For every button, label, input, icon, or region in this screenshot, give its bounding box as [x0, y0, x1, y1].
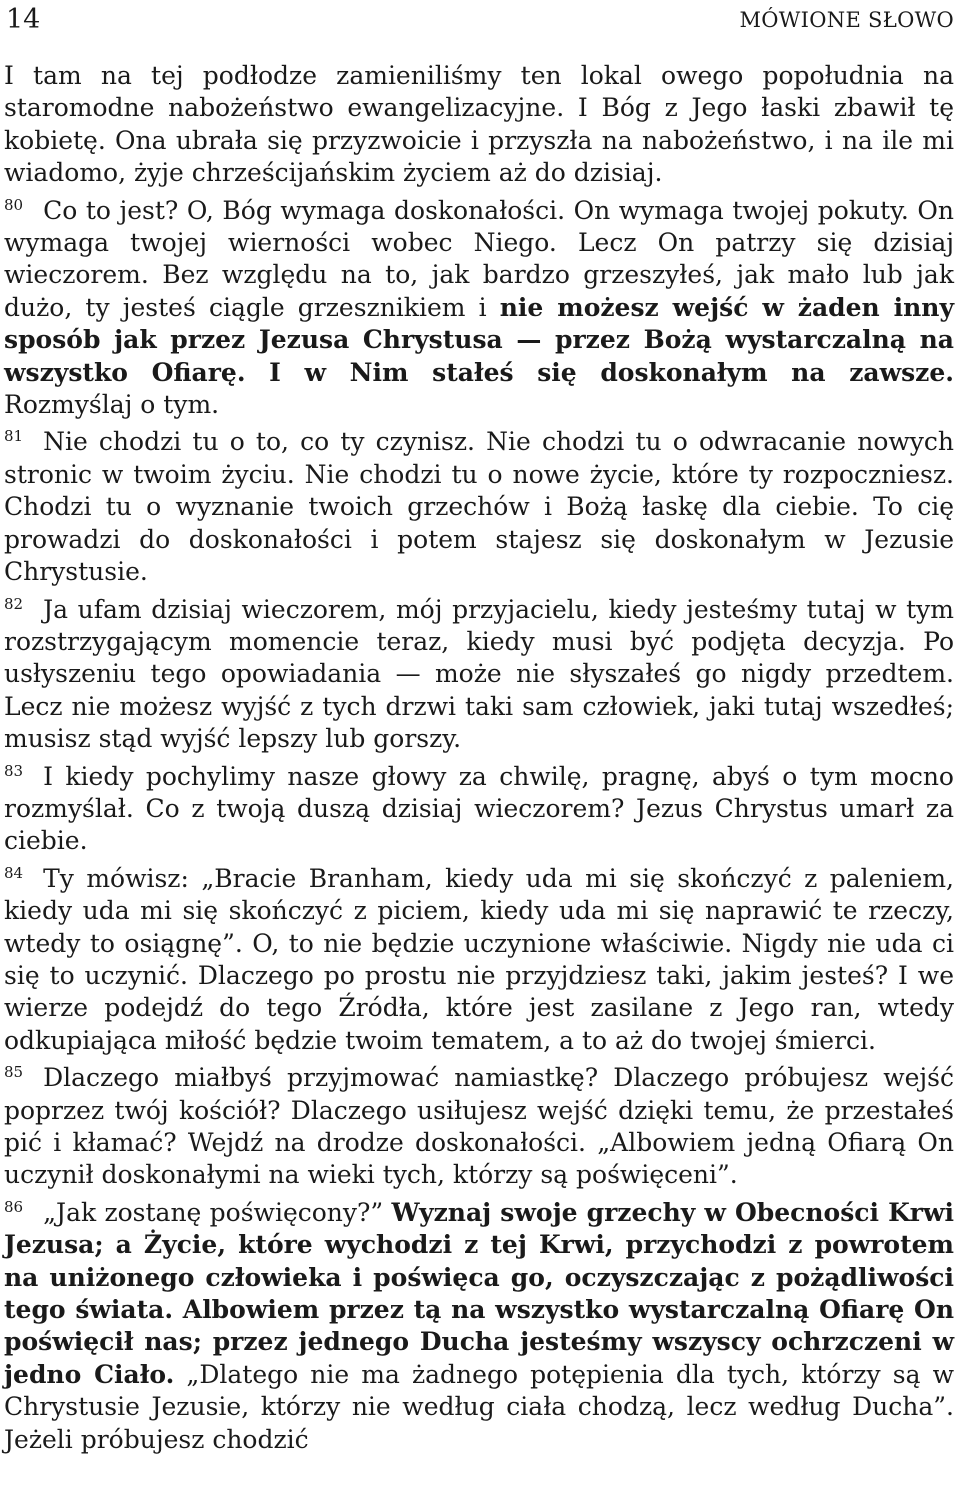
paragraph [4, 426, 954, 588]
paragraph-text: Ja ufam dzisiaj wieczorem, mój przyjacielu, kiedy jesteśmy tutaj w tym rozstrzygającym momencie teraz, kiedy musi być podjęta decyzja. Po usłyszeniu tego opowiadania — może nie słyszałeś go nigdy przedtem. Lecz nie możesz wyjść z tych drzwi taki sam człowiek, jaki tutaj wszedłeś; musisz stąd wyjść lepszy lub gorszy. [4, 594, 954, 754]
page-header [0, 0, 960, 44]
paragraph-text: I tam na tej podłodze zamieniliśmy ten lokal owego popołudnia na staromodne nabożeństwo ewangelizacyjne. I Bóg z Jego łaski zbawił tę kobietę. Ona ubrała się przyzwoicie i przyszła na nabożeństwo, i na ile mi wiadomo, żyje chrześcijańskim życiem aż do dzisiaj. [4, 61, 954, 188]
paragraph-number: 84 [4, 863, 24, 882]
paragraph [4, 761, 954, 858]
body-text [4, 60, 954, 1456]
paragraph [4, 1197, 954, 1456]
paragraph-number: 82 [4, 594, 24, 613]
paragraph-text: Ty mówisz: „Bracie Branham, kiedy uda mi się skończyć z paleniem, kiedy uda mi się skończyć z piciem, kiedy uda mi się naprawić te rzeczy, wtedy to osiągnę”. O, to nie będzie uczynione właściwie. Nigdy nie uda ci się to uczynić. Dlaczego po prostu nie przyjdziesz taki, jakim jesteś? I we wierze podejdź do tego Źródła, które jest zasilane z Jego ran, wtedy odkupiająca miłość będzie twoim tematem, a to aż do twojej śmierci. [4, 863, 954, 1055]
paragraph [4, 1062, 954, 1192]
paragraph-number: 80 [4, 195, 24, 214]
paragraph [4, 863, 954, 1057]
bold-text: Wyznaj swoje grzechy w Obecności Krwi Jezusa; a Życie, które wychodzi z tej Krwi, przychodzi z powrotem na uniżonego człowieka i poświęca go, oczyszczając z pożądliwości tego świata. Albowiem przez tą na wszystko wystarczalną Ofiarę On poświęcił nas; przez jednego Ducha jesteśmy wszyscy ochrzczeni w jedno Ciało. [4, 1197, 955, 1389]
bold-text: nie możesz wejść w żaden inny sposób jak przez Jezusa Chrystusa — przez Bożą wystarczalną na wszystko Ofiarę. I w Nim stałeś się doskonałym na zawsze. [4, 292, 954, 387]
paragraph-text: Rozmyślaj o tym. [4, 390, 220, 420]
paragraph [4, 195, 954, 422]
paragraph-text: I kiedy pochylimy nasze głowy za chwilę, pragnę, abyś o tym mocno rozmyślał. Co z twoją duszą dzisiaj wieczorem? Jezus Chrystus umarł za ciebie. [4, 761, 954, 856]
paragraph [4, 60, 954, 190]
running-head: MÓWIONE SŁOWO [739, 8, 954, 32]
paragraph-text: Co to jest? O, Bóg wymaga doskonałości. On wymaga twojej pokuty. On wymaga twojej wierności wobec Niego. Lecz On patrzy się dzisiaj wieczorem. Bez względu na to, jak bardzo grzeszyłeś, jak mało lub jak dużo, ty jesteś ciągle grzesznikiem i [4, 195, 954, 322]
paragraph-number: 86 [4, 1197, 24, 1216]
paragraph-text: „Jak zostanę poświęcony?” [43, 1197, 392, 1227]
paragraph-text: Nie chodzi tu o to, co ty czynisz. Nie chodzi tu o odwracanie nowych stronic w twoim życiu. Nie chodzi tu o nowe życie, które ty rozpoczniesz. Chodzi tu o wyznanie twoich grzechów i Bożą łaskę dla ciebie. To cię prowadzi do doskonałości i potem stajesz się doskonałym w Jezusie Chrystusie. [4, 427, 954, 587]
paragraph-text: Dlaczego miałbyś przyjmować namiastkę? Dlaczego próbujesz wejść poprzez twój kościół? Dlaczego usiłujesz wejść dzięki temu, że przestałeś pić i kłamać? Wejdź na drodze doskonałości. „Albowiem jedną Ofiarą On uczynił doskonałymi na wieki tych, którzy są poświęceni”. [4, 1063, 954, 1190]
paragraph-text: „Dlatego nie ma żadnego potępienia dla tych, którzy są w Chrystusie Jezusie, którzy nie według ciała chodzą, lecz według Ducha”. Jeżeli próbujesz chodzić [4, 1359, 955, 1454]
paragraph-number: 83 [4, 761, 24, 780]
page-number: 14 [6, 4, 41, 35]
paragraph-number: 85 [4, 1063, 24, 1082]
paragraph-number: 81 [4, 427, 24, 446]
paragraph [4, 594, 954, 756]
